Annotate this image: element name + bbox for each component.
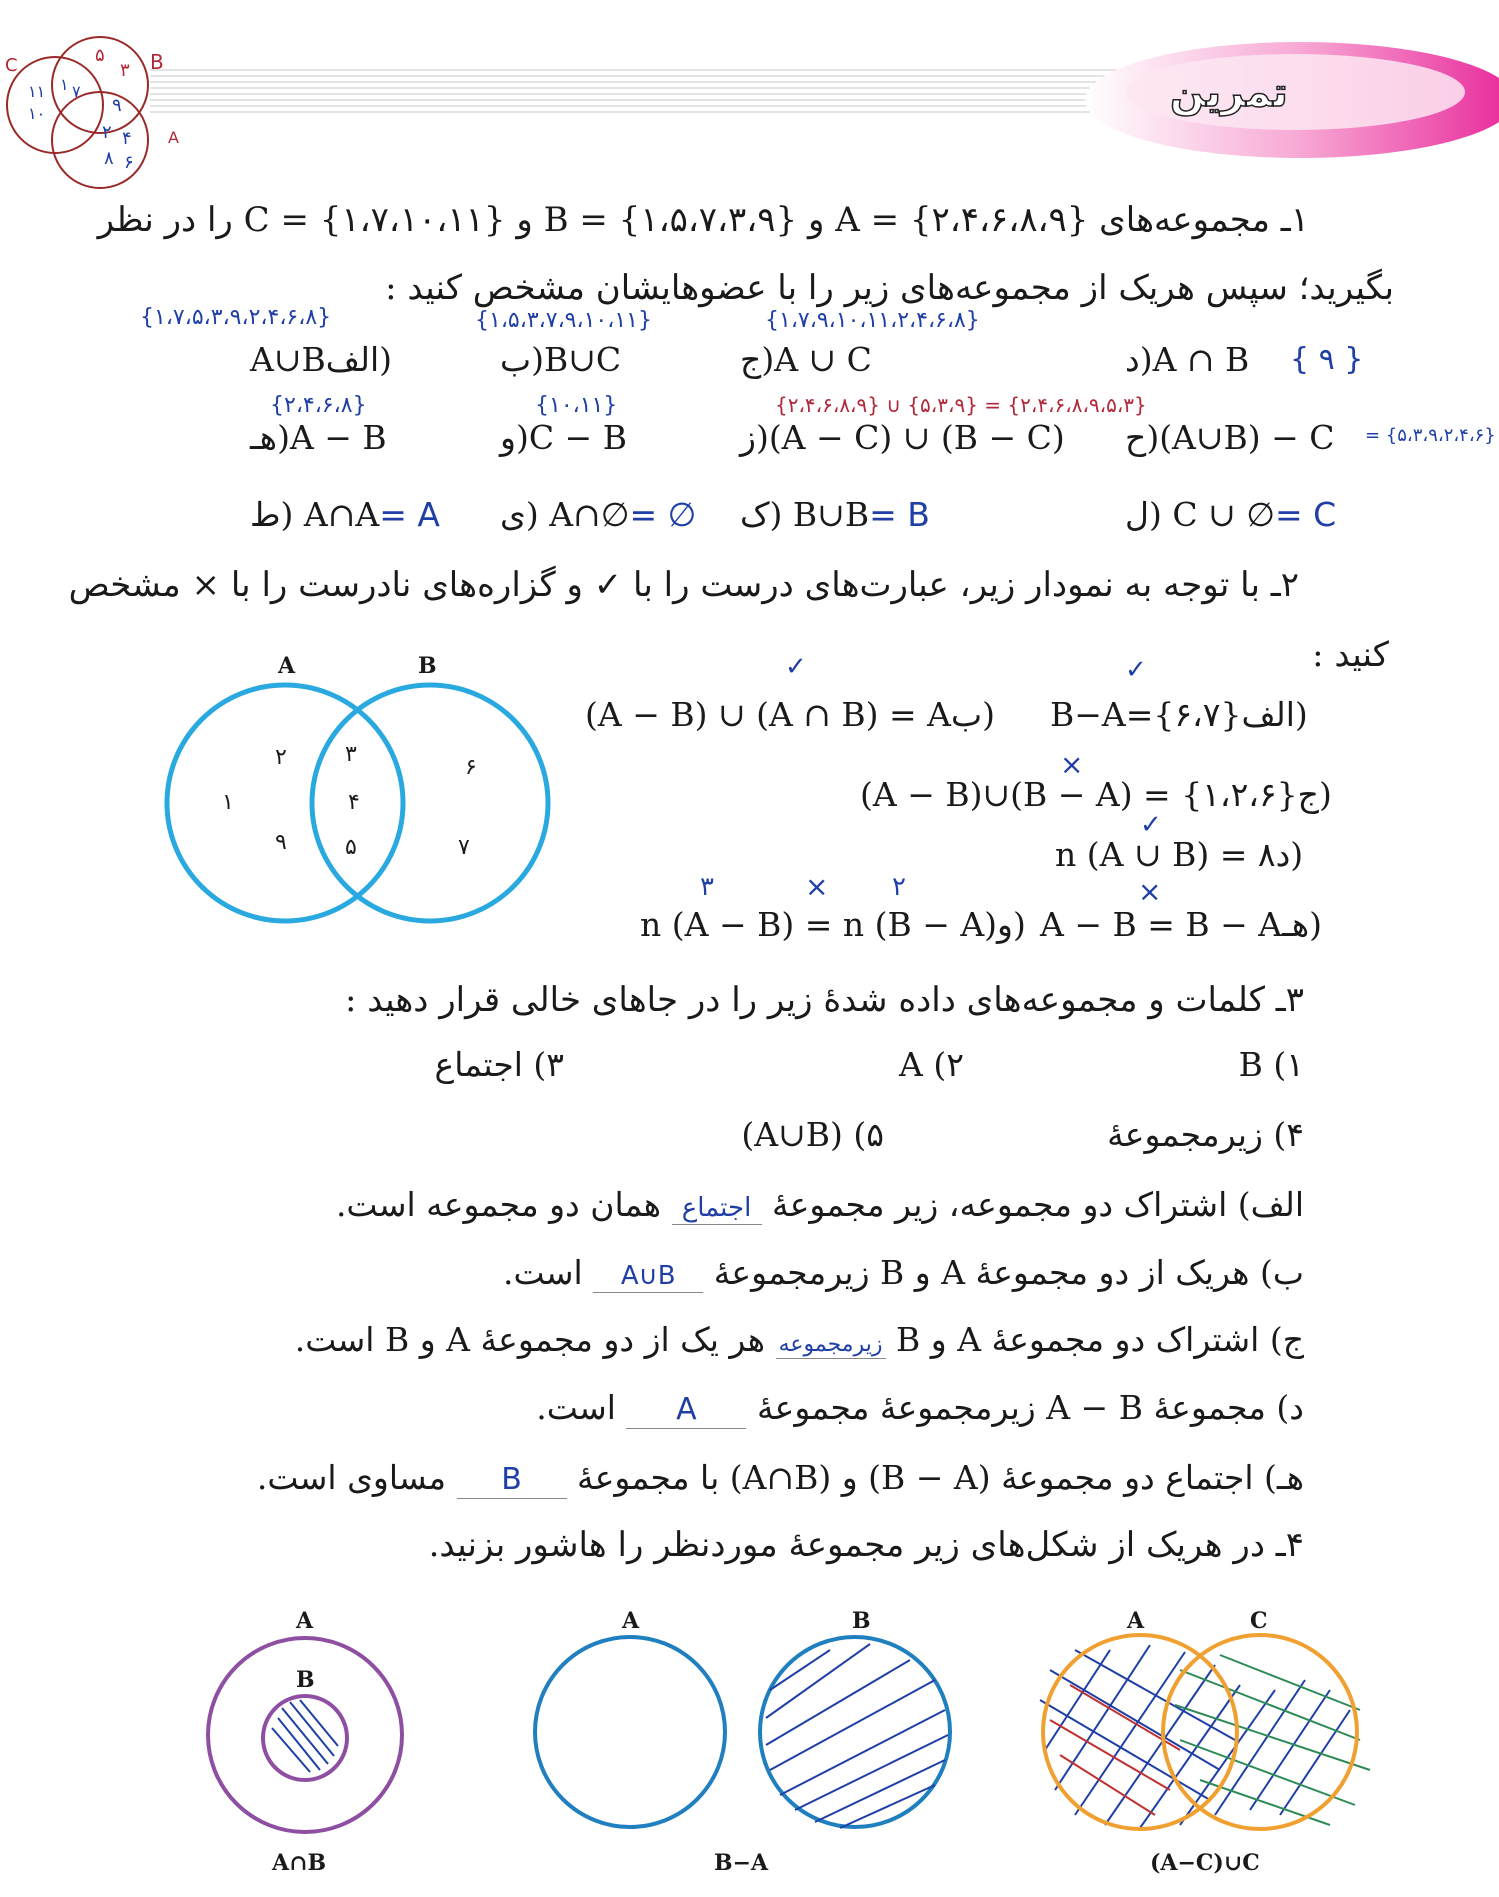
q3-option-3: ۳) اجتماع bbox=[434, 1045, 564, 1084]
q3-blank-a[interactable]: اجتماع bbox=[672, 1193, 762, 1225]
q3-option-4: ۴) زیرمجموعهٔ bbox=[1107, 1115, 1304, 1154]
q1-line2: بگیرید؛ سپس هریک از مجموعه‌های زیر را با عضوهایشان مشخص کنید : bbox=[385, 268, 1394, 308]
fig2-label-a: A bbox=[622, 1608, 640, 1634]
q4-figure-union bbox=[1030, 1630, 1390, 1850]
scribble-num: ۶ bbox=[124, 152, 134, 173]
scribble-num: ۳ bbox=[120, 60, 130, 81]
q2-line2: کنید : bbox=[1312, 635, 1389, 675]
venn-element: ۱ bbox=[222, 790, 234, 815]
q1-answer-f: {۱۰،۱۱} bbox=[535, 393, 618, 418]
q2-mark-f: × bbox=[805, 870, 829, 903]
fig3-caption: (A−C)∪C bbox=[1150, 1850, 1260, 1876]
q3-sentence-d: د) مجموعهٔ A − B زیرمجموعهٔ مجموعهٔ A است. bbox=[536, 1388, 1304, 1427]
scribble-num: ۱۱ bbox=[28, 82, 46, 101]
page-title: تمرین bbox=[1170, 70, 1288, 116]
fig3-label-a: A bbox=[1127, 1608, 1145, 1634]
q3-blank-c[interactable]: زیرمجموعه bbox=[776, 1332, 886, 1359]
q4-figure-intersection bbox=[200, 1630, 420, 1850]
fig2-circle-a bbox=[535, 1637, 725, 1827]
q2-mark-b: ✓ bbox=[785, 652, 807, 682]
q1-item-h: ح)(A∪B) − C bbox=[1125, 418, 1335, 457]
q1-item-d: د)A ∩ B bbox=[1125, 340, 1250, 379]
scribble-num: ۱۰ bbox=[28, 104, 46, 123]
q2-mark-e: × bbox=[1138, 875, 1162, 908]
venn-element: ۲ bbox=[275, 745, 287, 770]
q2-note: ۳ bbox=[700, 872, 714, 902]
q2-line1: ۲ـ با توجه به نمودار زیر، عبارت‌های درست را با ✓ و گزاره‌های نادرست را با × مشخص bbox=[68, 565, 1299, 605]
scribble-num: ۵ bbox=[95, 45, 105, 66]
venn-element: ۳ bbox=[345, 742, 357, 767]
venn-circle-a bbox=[167, 685, 403, 921]
q2-item-b: (A − B) ∪ (A ∩ B) = Aب) bbox=[585, 695, 995, 734]
scribble-num: ۷ bbox=[72, 82, 81, 101]
q1-answer-b: {۱،۵،۳،۷،۹،۱۰،۱۱} bbox=[475, 308, 652, 333]
scribble-num: ۹ bbox=[112, 95, 122, 116]
scribble-num: ۴ bbox=[122, 128, 132, 149]
venn-element: ۷ bbox=[458, 835, 470, 860]
q3-line1: ۳ـ کلمات و مجموعه‌های داده شدهٔ زیر را در جاهای خالی قرار دهید : bbox=[344, 980, 1304, 1020]
q2-item-c: (A − B)∪(B − A) = {۱،۲،۶}ج) bbox=[860, 775, 1332, 814]
q1-item-g: ز)(A − C) ∪ (B − C) bbox=[740, 418, 1065, 457]
scribble-num: ۲ bbox=[102, 122, 112, 143]
q3-option-2: ۲) A bbox=[899, 1045, 964, 1084]
q1-item-c: ج)A ∪ C bbox=[740, 340, 872, 379]
q2-item-f: n (A − B) = n (B − A)و) bbox=[640, 905, 1026, 944]
fig1-hatch bbox=[272, 1700, 338, 1772]
q1-answer-e: {۲،۴،۶،۸} bbox=[270, 393, 367, 418]
q3-blank-b[interactable]: A∪B bbox=[593, 1261, 703, 1293]
q3-option-1: ۱) B bbox=[1238, 1045, 1304, 1084]
q3-option-5: ۵) (A∪B) bbox=[741, 1115, 884, 1154]
scribble-label-a: A bbox=[168, 128, 179, 147]
q1-line1: ۱ـ مجموعه‌های {۲،۴،۶،۸،۹} = A و {۱،۵،۷،۳،۹} = B و {۱،۷،۱۰،۱۱} = C را در نظر bbox=[97, 200, 1309, 240]
q2-mark-d: ✓ bbox=[1140, 810, 1162, 840]
q1-item-e: هـ)A − B bbox=[250, 418, 387, 457]
q2-mark-c: × bbox=[1060, 748, 1084, 781]
scribble-label-c: C bbox=[5, 55, 18, 76]
fig2-caption: B−A bbox=[714, 1850, 769, 1876]
fig2-label-b: B bbox=[852, 1608, 871, 1634]
q2-item-d: n (A ∪ B) = ۸د) bbox=[1055, 835, 1304, 874]
q2-note: ۲ bbox=[892, 872, 906, 902]
q4-figure-difference bbox=[530, 1630, 950, 1850]
scribble-venn bbox=[0, 30, 170, 200]
venn-label-a: A bbox=[278, 653, 296, 679]
q3-sentence-c: ج) اشتراک دو مجموعهٔ A و B زیرمجموعه هر یک از دو مجموعهٔ A و B است. bbox=[294, 1320, 1304, 1359]
venn-element: ۶ bbox=[465, 755, 477, 780]
q1-item-l: ل) C ∪ ∅= C bbox=[1125, 495, 1337, 534]
q1-answer-h: = {۵،۳،۹،۲،۴،۶} bbox=[1365, 425, 1496, 446]
q1-answer-d: { ۹ } bbox=[1290, 342, 1364, 377]
scribble-label-b: B bbox=[150, 50, 164, 74]
q3-blank-d[interactable]: A bbox=[626, 1392, 746, 1429]
q1-item-k: ک) B∪B= B bbox=[740, 495, 930, 534]
q3-blank-e[interactable]: B bbox=[457, 1462, 567, 1499]
q3-sentence-e: هـ) اجتماع دو مجموعهٔ (B − A) و (A∩B) با مجموعهٔ B مساوی است. bbox=[256, 1458, 1304, 1497]
scribble-num: ۱ bbox=[60, 75, 69, 94]
q1-item-i: ط) A∩A= A bbox=[250, 495, 440, 534]
fig3-hatch bbox=[1040, 1645, 1370, 1828]
q3-sentence-a: الف) اشتراک دو مجموعه، زیر مجموعهٔ اجتماع همان دو مجموعه است. bbox=[335, 1185, 1304, 1224]
venn-element: ۴ bbox=[348, 790, 360, 815]
q1-item-j: ی) A∩∅= ∅ bbox=[500, 495, 697, 534]
q2-item-e: A − B = B − Aهـ) bbox=[1040, 905, 1323, 944]
q1-answer-g: {۲،۴،۶،۸،۹} ∪ {۵،۳،۹} = {۲،۴،۶،۸،۹،۵،۳} bbox=[775, 393, 1147, 417]
q1-item-f: و)C − B bbox=[500, 418, 627, 457]
q1-answer-a: {۱،۷،۵،۳،۹،۲،۴،۶،۸} bbox=[140, 305, 332, 330]
fig1-label-outer: A bbox=[296, 1608, 314, 1634]
fig1-label-inner: B bbox=[296, 1667, 315, 1693]
venn-label-b: B bbox=[418, 653, 437, 679]
q3-sentence-b: ب) هریک از دو مجموعهٔ A و B زیرمجموعهٔ A∪B است. bbox=[502, 1253, 1304, 1292]
fig1-caption: A∩B bbox=[272, 1850, 327, 1876]
q2-mark-a: ✓ bbox=[1125, 655, 1147, 685]
q2-item-a: B−A={۶،۷}الف) bbox=[1050, 695, 1308, 734]
venn-element: ۵ bbox=[345, 835, 357, 860]
q4-line1: ۴ـ در هریک از شکل‌های زیر مجموعهٔ موردنظر را هاشور بزنید. bbox=[428, 1525, 1304, 1565]
q1-answer-c: {۱،۷،۹،۱۰،۱۱،۲،۴،۶،۸} bbox=[765, 308, 980, 333]
venn-element: ۹ bbox=[275, 830, 287, 855]
scribble-num: ۸ bbox=[104, 148, 114, 169]
q1-item-a: A∪Bالف) bbox=[250, 340, 392, 379]
fig3-label-c: C bbox=[1250, 1608, 1268, 1634]
q1-item-b: ب)B∪C bbox=[500, 340, 622, 379]
